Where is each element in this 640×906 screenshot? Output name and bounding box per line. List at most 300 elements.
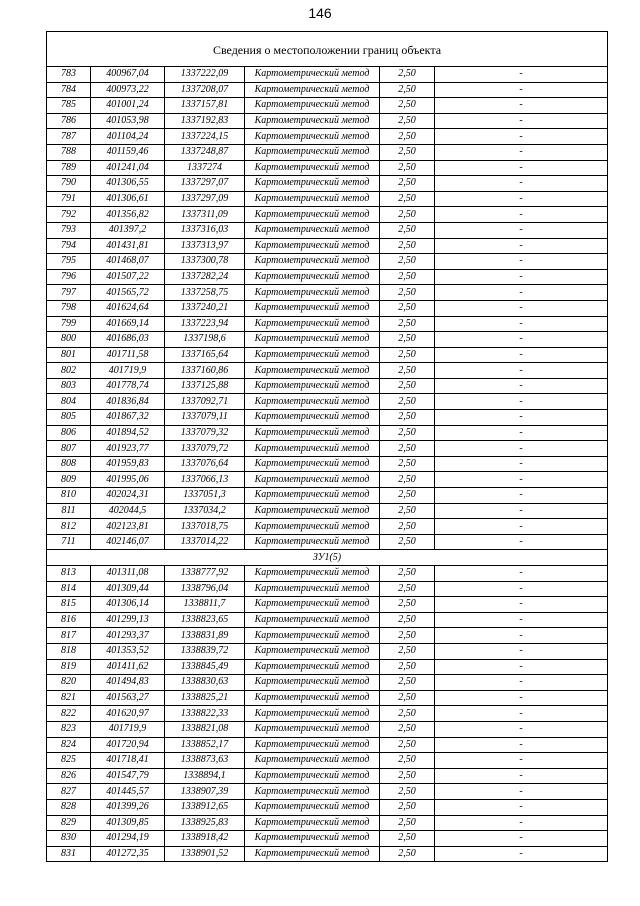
- point-number-cell: 801: [47, 347, 91, 363]
- point-number-cell: 812: [47, 519, 91, 535]
- description-cell: -: [435, 316, 608, 332]
- description-cell: -: [435, 488, 608, 504]
- method-cell: Картометрический метод: [245, 316, 380, 332]
- description-cell: -: [435, 768, 608, 784]
- method-cell: Картометрический метод: [245, 643, 380, 659]
- point-number-cell: 822: [47, 706, 91, 722]
- table-row: [47, 191, 608, 207]
- table-row: [47, 207, 608, 223]
- description-cell: -: [435, 706, 608, 722]
- accuracy-cell: 2,50: [380, 456, 435, 472]
- table-row: [47, 753, 608, 769]
- accuracy-cell: 2,50: [380, 129, 435, 145]
- table-row: [47, 269, 608, 285]
- method-cell: Картометрический метод: [245, 753, 380, 769]
- method-cell: Картометрический метод: [245, 176, 380, 192]
- point-number-cell: 788: [47, 144, 91, 160]
- table-row: [47, 488, 608, 504]
- x-coordinate-cell: 401468,07: [91, 254, 165, 270]
- method-cell: Картометрический метод: [245, 67, 380, 83]
- table-row: [47, 378, 608, 394]
- description-cell: -: [435, 675, 608, 691]
- point-number-cell: 808: [47, 456, 91, 472]
- y-coordinate-cell: 1337248,87: [165, 144, 245, 160]
- description-cell: -: [435, 784, 608, 800]
- accuracy-cell: 2,50: [380, 846, 435, 862]
- description-cell: -: [435, 659, 608, 675]
- y-coordinate-cell: 1337240,21: [165, 300, 245, 316]
- table-row: [47, 784, 608, 800]
- description-cell: -: [435, 67, 608, 83]
- method-cell: Картометрический метод: [245, 207, 380, 223]
- point-number-cell: 829: [47, 815, 91, 831]
- description-cell: -: [435, 394, 608, 410]
- accuracy-cell: 2,50: [380, 534, 435, 550]
- description-cell: -: [435, 378, 608, 394]
- accuracy-cell: 2,50: [380, 753, 435, 769]
- table-row: [47, 659, 608, 675]
- accuracy-cell: 2,50: [380, 316, 435, 332]
- point-number-cell: 825: [47, 753, 91, 769]
- x-coordinate-cell: 401159,46: [91, 144, 165, 160]
- accuracy-cell: 2,50: [380, 347, 435, 363]
- table-row: [47, 690, 608, 706]
- x-coordinate-cell: 401397,2: [91, 222, 165, 238]
- point-number-cell: 798: [47, 300, 91, 316]
- x-coordinate-cell: 401620,97: [91, 706, 165, 722]
- x-coordinate-cell: 401104,24: [91, 129, 165, 145]
- y-coordinate-cell: 1338901,52: [165, 846, 245, 862]
- point-number-cell: 802: [47, 363, 91, 379]
- x-coordinate-cell: 401711,58: [91, 347, 165, 363]
- method-cell: Картометрический метод: [245, 831, 380, 847]
- y-coordinate-cell: 1337051,3: [165, 488, 245, 504]
- point-number-cell: 830: [47, 831, 91, 847]
- x-coordinate-cell: 401565,72: [91, 285, 165, 301]
- table-row: [47, 254, 608, 270]
- point-number-cell: 814: [47, 581, 91, 597]
- point-number-cell: 805: [47, 410, 91, 426]
- accuracy-cell: 2,50: [380, 300, 435, 316]
- table-row: [47, 238, 608, 254]
- x-coordinate-cell: 401306,55: [91, 176, 165, 192]
- y-coordinate-cell: 1337079,72: [165, 441, 245, 457]
- method-cell: Картометрический метод: [245, 597, 380, 613]
- y-coordinate-cell: 1337297,07: [165, 176, 245, 192]
- description-cell: -: [435, 191, 608, 207]
- y-coordinate-cell: 1337258,75: [165, 285, 245, 301]
- table-row: [47, 82, 608, 98]
- accuracy-cell: 2,50: [380, 675, 435, 691]
- table-caption: Сведения о местоположении границ объекта: [47, 32, 608, 67]
- point-number-cell: 786: [47, 113, 91, 129]
- description-cell: -: [435, 332, 608, 348]
- description-cell: -: [435, 207, 608, 223]
- y-coordinate-cell: 1337165,64: [165, 347, 245, 363]
- accuracy-cell: 2,50: [380, 98, 435, 114]
- description-cell: -: [435, 238, 608, 254]
- page-number: 146: [308, 5, 332, 21]
- accuracy-cell: 2,50: [380, 160, 435, 176]
- point-number-cell: 796: [47, 269, 91, 285]
- y-coordinate-cell: 1338822,33: [165, 706, 245, 722]
- point-number-cell: 794: [47, 238, 91, 254]
- table-row: [47, 597, 608, 613]
- point-number-cell: 792: [47, 207, 91, 223]
- description-cell: -: [435, 612, 608, 628]
- point-number-cell: 817: [47, 628, 91, 644]
- method-cell: Картометрический метод: [245, 472, 380, 488]
- description-cell: -: [435, 643, 608, 659]
- x-coordinate-cell: 401001,24: [91, 98, 165, 114]
- description-cell: -: [435, 285, 608, 301]
- table-row: [47, 113, 608, 129]
- point-number-cell: 806: [47, 425, 91, 441]
- x-coordinate-cell: 401431,81: [91, 238, 165, 254]
- x-coordinate-cell: 401624,64: [91, 300, 165, 316]
- method-cell: Картометрический метод: [245, 768, 380, 784]
- accuracy-cell: 2,50: [380, 441, 435, 457]
- y-coordinate-cell: 1338845,49: [165, 659, 245, 675]
- table-row: [47, 98, 608, 114]
- y-coordinate-cell: 1337208,07: [165, 82, 245, 98]
- y-coordinate-cell: 1338839,72: [165, 643, 245, 659]
- y-coordinate-cell: 1338825,21: [165, 690, 245, 706]
- point-number-cell: 820: [47, 675, 91, 691]
- table-row: [47, 815, 608, 831]
- table-row: [47, 706, 608, 722]
- description-cell: -: [435, 799, 608, 815]
- y-coordinate-cell: 1337224,15: [165, 129, 245, 145]
- accuracy-cell: 2,50: [380, 410, 435, 426]
- y-coordinate-cell: 1337076,64: [165, 456, 245, 472]
- accuracy-cell: 2,50: [380, 394, 435, 410]
- point-number-cell: 827: [47, 784, 91, 800]
- description-cell: -: [435, 737, 608, 753]
- y-coordinate-cell: 1338894,1: [165, 768, 245, 784]
- y-coordinate-cell: 1337079,32: [165, 425, 245, 441]
- point-number-cell: 831: [47, 846, 91, 862]
- method-cell: Картометрический метод: [245, 706, 380, 722]
- method-cell: Картометрический метод: [245, 784, 380, 800]
- table-row: [47, 285, 608, 301]
- y-coordinate-cell: 1337313,97: [165, 238, 245, 254]
- y-coordinate-cell: 1338811,7: [165, 597, 245, 613]
- point-number-cell: 818: [47, 643, 91, 659]
- table-row: [47, 534, 608, 550]
- accuracy-cell: 2,50: [380, 659, 435, 675]
- accuracy-cell: 2,50: [380, 643, 435, 659]
- y-coordinate-cell: 1337079,11: [165, 410, 245, 426]
- description-cell: -: [435, 534, 608, 550]
- accuracy-cell: 2,50: [380, 363, 435, 379]
- description-cell: -: [435, 160, 608, 176]
- accuracy-cell: 2,50: [380, 269, 435, 285]
- y-coordinate-cell: 1338925,83: [165, 815, 245, 831]
- accuracy-cell: 2,50: [380, 425, 435, 441]
- table-row: [47, 846, 608, 862]
- accuracy-cell: 2,50: [380, 690, 435, 706]
- accuracy-cell: 2,50: [380, 472, 435, 488]
- accuracy-cell: 2,50: [380, 784, 435, 800]
- method-cell: Картометрический метод: [245, 113, 380, 129]
- method-cell: Картометрический метод: [245, 254, 380, 270]
- y-coordinate-cell: 1337274: [165, 160, 245, 176]
- description-cell: -: [435, 410, 608, 426]
- accuracy-cell: 2,50: [380, 566, 435, 582]
- x-coordinate-cell: 401356,82: [91, 207, 165, 223]
- point-number-cell: 811: [47, 503, 91, 519]
- table-row: [47, 831, 608, 847]
- y-coordinate-cell: 1337066,13: [165, 472, 245, 488]
- x-coordinate-cell: 401507,22: [91, 269, 165, 285]
- point-number-cell: 804: [47, 394, 91, 410]
- method-cell: Картометрический метод: [245, 519, 380, 535]
- accuracy-cell: 2,50: [380, 581, 435, 597]
- method-cell: Картометрический метод: [245, 300, 380, 316]
- method-cell: Картометрический метод: [245, 222, 380, 238]
- y-coordinate-cell: 1338831,89: [165, 628, 245, 644]
- x-coordinate-cell: 401959,83: [91, 456, 165, 472]
- y-coordinate-cell: 1337222,09: [165, 67, 245, 83]
- description-cell: -: [435, 628, 608, 644]
- method-cell: Картометрический метод: [245, 332, 380, 348]
- description-cell: -: [435, 363, 608, 379]
- description-cell: -: [435, 456, 608, 472]
- point-number-cell: 793: [47, 222, 91, 238]
- x-coordinate-cell: 401299,13: [91, 612, 165, 628]
- method-cell: Картометрический метод: [245, 675, 380, 691]
- description-cell: -: [435, 113, 608, 129]
- point-number-cell: 815: [47, 597, 91, 613]
- x-coordinate-cell: 401411,62: [91, 659, 165, 675]
- point-number-cell: 800: [47, 332, 91, 348]
- point-number-cell: 809: [47, 472, 91, 488]
- accuracy-cell: 2,50: [380, 82, 435, 98]
- description-cell: -: [435, 82, 608, 98]
- section-row: [47, 550, 608, 566]
- description-cell: -: [435, 98, 608, 114]
- table-row: [47, 300, 608, 316]
- description-cell: -: [435, 815, 608, 831]
- table-row: [47, 737, 608, 753]
- method-cell: Картометрический метод: [245, 456, 380, 472]
- description-cell: -: [435, 753, 608, 769]
- accuracy-cell: 2,50: [380, 144, 435, 160]
- x-coordinate-cell: 401311,08: [91, 566, 165, 582]
- x-coordinate-cell: 402024,31: [91, 488, 165, 504]
- table-row: [47, 160, 608, 176]
- table-row: [47, 519, 608, 535]
- accuracy-cell: 2,50: [380, 519, 435, 535]
- x-coordinate-cell: 401867,32: [91, 410, 165, 426]
- table-row: [47, 425, 608, 441]
- y-coordinate-cell: 1337311,09: [165, 207, 245, 223]
- description-cell: -: [435, 690, 608, 706]
- description-cell: -: [435, 176, 608, 192]
- y-coordinate-cell: 1337198,6: [165, 332, 245, 348]
- description-cell: -: [435, 425, 608, 441]
- method-cell: Картометрический метод: [245, 690, 380, 706]
- x-coordinate-cell: 401053,98: [91, 113, 165, 129]
- x-coordinate-cell: 401719,9: [91, 721, 165, 737]
- point-number-cell: 813: [47, 566, 91, 582]
- accuracy-cell: 2,50: [380, 737, 435, 753]
- y-coordinate-cell: 1338821,08: [165, 721, 245, 737]
- table-row: [47, 144, 608, 160]
- x-coordinate-cell: 400967,04: [91, 67, 165, 83]
- x-coordinate-cell: 401309,44: [91, 581, 165, 597]
- x-coordinate-cell: 401399,26: [91, 799, 165, 815]
- description-cell: -: [435, 566, 608, 582]
- table-row: [47, 129, 608, 145]
- table-row: [47, 394, 608, 410]
- y-coordinate-cell: 1337282,24: [165, 269, 245, 285]
- table-row: [47, 316, 608, 332]
- table-row: [47, 347, 608, 363]
- x-coordinate-cell: 401445,57: [91, 784, 165, 800]
- accuracy-cell: 2,50: [380, 706, 435, 722]
- y-coordinate-cell: 1337014,22: [165, 534, 245, 550]
- y-coordinate-cell: 1337192,83: [165, 113, 245, 129]
- y-coordinate-cell: 1337092,71: [165, 394, 245, 410]
- method-cell: Картометрический метод: [245, 394, 380, 410]
- point-number-cell: 810: [47, 488, 91, 504]
- description-cell: -: [435, 581, 608, 597]
- x-coordinate-cell: 401306,14: [91, 597, 165, 613]
- method-cell: Картометрический метод: [245, 410, 380, 426]
- point-number-cell: 824: [47, 737, 91, 753]
- x-coordinate-cell: 401294,19: [91, 831, 165, 847]
- point-number-cell: 816: [47, 612, 91, 628]
- accuracy-cell: 2,50: [380, 597, 435, 613]
- y-coordinate-cell: 1338907,39: [165, 784, 245, 800]
- description-cell: -: [435, 441, 608, 457]
- y-coordinate-cell: 1338823,65: [165, 612, 245, 628]
- y-coordinate-cell: 1337297,09: [165, 191, 245, 207]
- table-row: [47, 628, 608, 644]
- description-cell: -: [435, 222, 608, 238]
- accuracy-cell: 2,50: [380, 238, 435, 254]
- x-coordinate-cell: 401563,27: [91, 690, 165, 706]
- method-cell: Картометрический метод: [245, 534, 380, 550]
- x-coordinate-cell: 401718,41: [91, 753, 165, 769]
- y-coordinate-cell: 1338796,04: [165, 581, 245, 597]
- x-coordinate-cell: 402146,07: [91, 534, 165, 550]
- x-coordinate-cell: 402123,81: [91, 519, 165, 535]
- table-row: [47, 643, 608, 659]
- method-cell: Картометрический метод: [245, 144, 380, 160]
- x-coordinate-cell: 401241,04: [91, 160, 165, 176]
- point-number-cell: 803: [47, 378, 91, 394]
- point-number-cell: 807: [47, 441, 91, 457]
- point-number-cell: 797: [47, 285, 91, 301]
- y-coordinate-cell: 1338830,63: [165, 675, 245, 691]
- accuracy-cell: 2,50: [380, 831, 435, 847]
- point-number-cell: 787: [47, 129, 91, 145]
- x-coordinate-cell: 401272,35: [91, 846, 165, 862]
- description-cell: -: [435, 721, 608, 737]
- description-cell: -: [435, 472, 608, 488]
- description-cell: -: [435, 597, 608, 613]
- accuracy-cell: 2,50: [380, 721, 435, 737]
- table-row: [47, 222, 608, 238]
- x-coordinate-cell: 401719,9: [91, 363, 165, 379]
- method-cell: Картометрический метод: [245, 269, 380, 285]
- method-cell: Картометрический метод: [245, 191, 380, 207]
- accuracy-cell: 2,50: [380, 207, 435, 223]
- y-coordinate-cell: 1337316,03: [165, 222, 245, 238]
- table-row: [47, 67, 608, 83]
- accuracy-cell: 2,50: [380, 488, 435, 504]
- method-cell: Картометрический метод: [245, 721, 380, 737]
- point-number-cell: 819: [47, 659, 91, 675]
- method-cell: Картометрический метод: [245, 98, 380, 114]
- x-coordinate-cell: 401669,14: [91, 316, 165, 332]
- point-number-cell: 823: [47, 721, 91, 737]
- point-number-cell: 784: [47, 82, 91, 98]
- x-coordinate-cell: 401547,79: [91, 768, 165, 784]
- method-cell: Картометрический метод: [245, 659, 380, 675]
- x-coordinate-cell: 401353,52: [91, 643, 165, 659]
- x-coordinate-cell: 401686,03: [91, 332, 165, 348]
- method-cell: Картометрический метод: [245, 238, 380, 254]
- method-cell: Картометрический метод: [245, 612, 380, 628]
- x-coordinate-cell: 400973,22: [91, 82, 165, 98]
- point-number-cell: 789: [47, 160, 91, 176]
- description-cell: -: [435, 347, 608, 363]
- method-cell: Картометрический метод: [245, 799, 380, 815]
- point-number-cell: 799: [47, 316, 91, 332]
- accuracy-cell: 2,50: [380, 254, 435, 270]
- accuracy-cell: 2,50: [380, 191, 435, 207]
- y-coordinate-cell: 1338912,65: [165, 799, 245, 815]
- x-coordinate-cell: 401293,37: [91, 628, 165, 644]
- x-coordinate-cell: 402044,5: [91, 503, 165, 519]
- table-row: [47, 612, 608, 628]
- accuracy-cell: 2,50: [380, 815, 435, 831]
- method-cell: Картометрический метод: [245, 488, 380, 504]
- accuracy-cell: 2,50: [380, 285, 435, 301]
- table-row: [47, 332, 608, 348]
- caption-row: [47, 32, 608, 67]
- method-cell: Картометрический метод: [245, 82, 380, 98]
- accuracy-cell: 2,50: [380, 612, 435, 628]
- point-number-cell: 783: [47, 67, 91, 83]
- table-row: [47, 472, 608, 488]
- method-cell: Картометрический метод: [245, 815, 380, 831]
- table-row: [47, 721, 608, 737]
- point-number-cell: 791: [47, 191, 91, 207]
- x-coordinate-cell: 401894,52: [91, 425, 165, 441]
- table-row: [47, 410, 608, 426]
- y-coordinate-cell: 1337160,86: [165, 363, 245, 379]
- accuracy-cell: 2,50: [380, 768, 435, 784]
- point-number-cell: 826: [47, 768, 91, 784]
- method-cell: Картометрический метод: [245, 441, 380, 457]
- method-cell: Картометрический метод: [245, 581, 380, 597]
- y-coordinate-cell: 1338873,63: [165, 753, 245, 769]
- description-cell: -: [435, 144, 608, 160]
- accuracy-cell: 2,50: [380, 176, 435, 192]
- method-cell: Картометрический метод: [245, 160, 380, 176]
- table-row: [47, 566, 608, 582]
- y-coordinate-cell: 1337223,94: [165, 316, 245, 332]
- method-cell: Картометрический метод: [245, 737, 380, 753]
- method-cell: Картометрический метод: [245, 566, 380, 582]
- y-coordinate-cell: 1338777,92: [165, 566, 245, 582]
- x-coordinate-cell: 401494,83: [91, 675, 165, 691]
